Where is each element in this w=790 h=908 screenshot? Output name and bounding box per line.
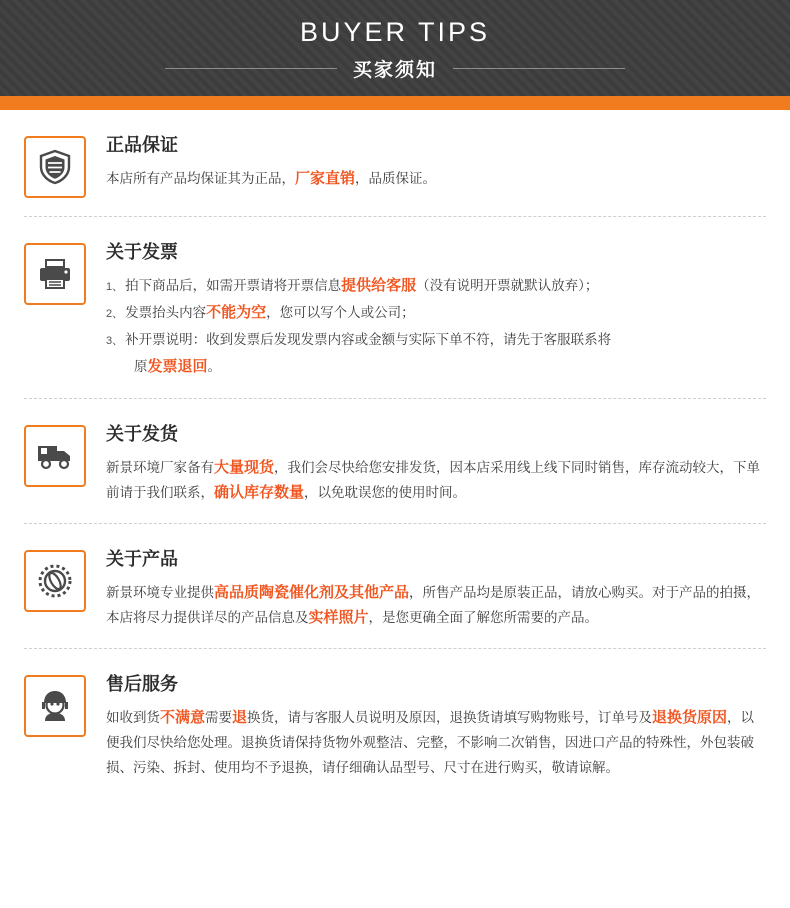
- text-run: ，是您更确: [368, 610, 437, 625]
- section-body: [106, 239, 766, 380]
- text-run: 放心购买。对于产品的拍摄，本店将尽力提供详尽的产品信息及: [106, 585, 761, 625]
- text-run: 号及: [625, 710, 653, 725]
- highlight-text: 提供给客服: [341, 277, 417, 294]
- section-title: 关于发票: [106, 242, 178, 262]
- list-item: [106, 273, 766, 300]
- text-run: 拍下商品后，如需开票请将开票信息: [125, 278, 342, 293]
- highlight-text: 确认库存数量: [214, 484, 305, 501]
- section-body: [106, 421, 766, 505]
- text-run: 。: [207, 359, 222, 374]
- text-run: ，品质保证。: [355, 171, 437, 186]
- highlight-text: 退换货原因: [652, 709, 728, 726]
- section-product: [24, 524, 766, 649]
- highlight-text: 实样照片: [308, 609, 369, 626]
- highlight-text: 发票退回: [147, 358, 208, 375]
- section-text: [106, 705, 766, 780]
- section-after-sales: [24, 649, 766, 798]
- text-run: 确认品型号、尺寸在进行购买，敬请谅解。: [362, 760, 619, 775]
- section-title: 关于产品: [106, 549, 178, 569]
- text-run: 发票抬头内容: [125, 305, 207, 320]
- section-body: [106, 546, 766, 630]
- shield-icon: [24, 136, 86, 198]
- list-item: [106, 327, 766, 354]
- text-run: 销售，库存流动较大，下单前请于我们联系，: [106, 460, 761, 500]
- section-title: 关于发货: [106, 424, 178, 444]
- section-title: 售后服务: [106, 674, 178, 694]
- list-number: 2、: [106, 308, 124, 320]
- text-run: 换货，请与客服人员说明及原因，退换货请填写购物账号，订单: [247, 710, 626, 725]
- highlight-text: 大量现货: [214, 459, 275, 476]
- section-title: 正品保证: [106, 135, 178, 155]
- invoice-list: [106, 273, 766, 380]
- section-text: [106, 455, 766, 505]
- highlight-text: 退: [232, 709, 248, 726]
- text-run: 如收到货: [106, 710, 160, 725]
- text-run: 原: [134, 359, 148, 374]
- text-run: ，以便我们尽快给您处理。退换货请保持货物外观整洁、完整，不影: [106, 710, 755, 750]
- text-run: 新景环境专业提供: [106, 585, 214, 600]
- text-run: 全面了解您所需要的产品。: [436, 610, 599, 625]
- list-number: 3、: [106, 335, 124, 347]
- page-title: BUYER TIPS: [299, 16, 491, 47]
- text-run: ，以免耽误您的使用时间。: [304, 485, 467, 500]
- divider-right: [453, 68, 625, 69]
- section-invoice: [24, 217, 766, 399]
- highlight-text: 不满意: [160, 709, 206, 726]
- text-run: ，您可以写个人或公司；: [266, 305, 415, 320]
- highlight-text: 不能为空: [206, 304, 267, 321]
- section-shipping: [24, 399, 766, 524]
- highlight-text: 高品质陶瓷催化剂及其他产品: [214, 584, 410, 601]
- text-run: 新景环境厂家备有: [106, 460, 214, 475]
- section-text: [106, 580, 766, 630]
- section-body: [106, 132, 766, 191]
- continuation-line: [106, 354, 766, 380]
- text-run: 响二次销售，因进口产品的特殊性，外包装破损、污染、拆封、使用均不予退换，请仔细: [106, 735, 754, 775]
- text-run: 补开票说明：收到发票后发现发票内容或金额与实际下单不符，请先于客服联系将: [125, 332, 612, 347]
- text-run: ，所售产品均是原装正品，请: [409, 585, 585, 600]
- section-authenticity: [24, 110, 766, 217]
- text-run: 本店所有产品均保证其为正品，: [106, 171, 295, 186]
- divider-left: [165, 68, 337, 69]
- list-number: 1、: [106, 281, 124, 293]
- truck-icon: [24, 425, 86, 487]
- sections-container: [0, 110, 790, 798]
- text-run: （没有说明开票就默认放弃）；: [416, 278, 599, 293]
- list-item: [106, 300, 766, 327]
- text-run: ，我们会尽快给您安排发货，因本店采用线上线下同时: [274, 460, 599, 475]
- list-item-continuation: [106, 354, 766, 380]
- section-body: [106, 671, 766, 780]
- page-header: [0, 0, 790, 96]
- gear-ring-icon: [24, 550, 86, 612]
- highlight-text: 厂家直销: [295, 170, 356, 187]
- text-run: 需要: [205, 710, 233, 725]
- subtitle-row: [165, 55, 625, 82]
- section-text: [106, 166, 766, 191]
- page-subtitle: 买家须知: [353, 59, 438, 81]
- accent-bar: [0, 96, 790, 110]
- customer-service-icon: [24, 675, 86, 737]
- printer-icon: [24, 243, 86, 305]
